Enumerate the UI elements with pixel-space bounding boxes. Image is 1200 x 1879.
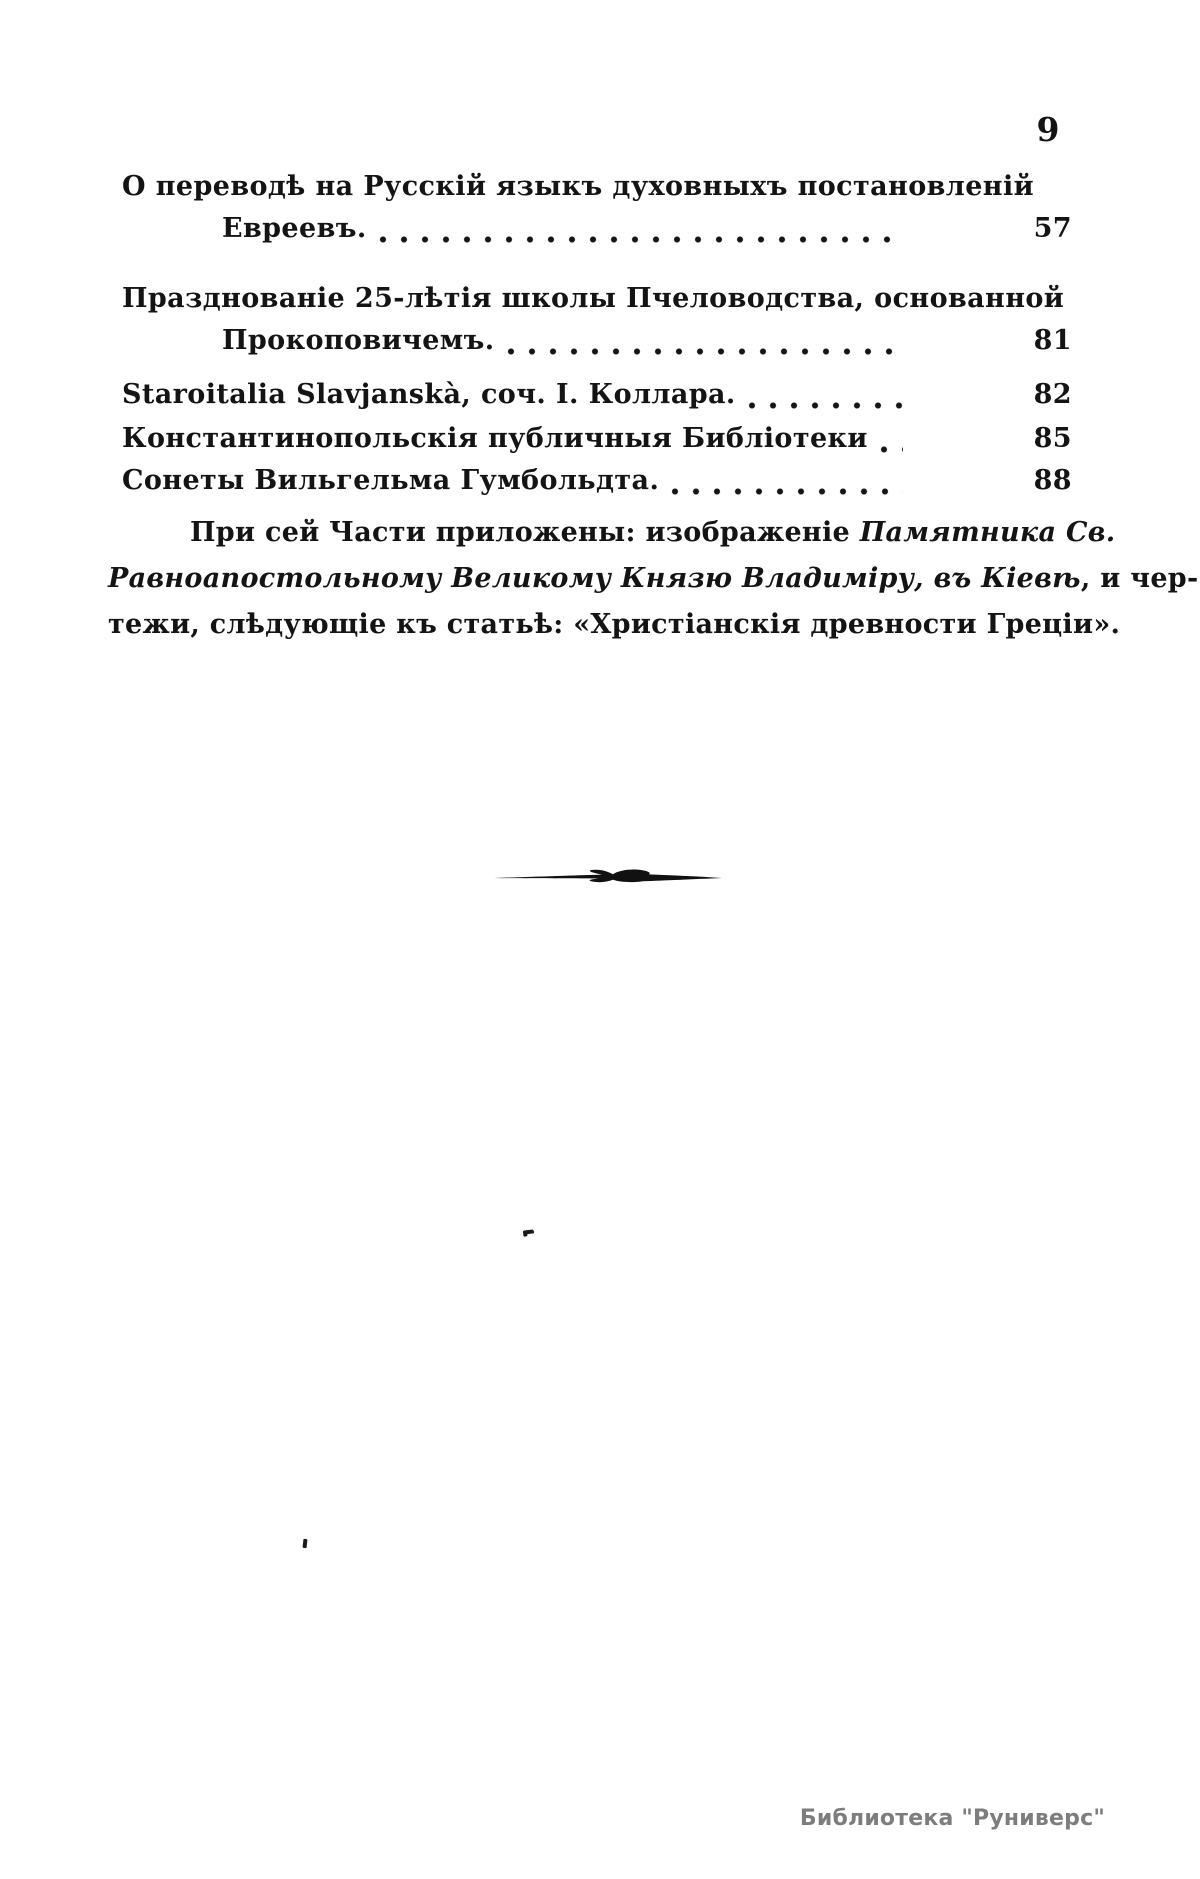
toc-entry-title: Празднованіе 25-лѣтія школы Пчеловодства, основанной	[122, 283, 1065, 314]
toc-entry-row	[122, 418, 1072, 460]
toc-entry-row	[122, 460, 1072, 502]
paragraph-text: тежи, слѣдующіе къ статьѣ: «Христіанскія древности Греціи».	[108, 609, 1121, 640]
toc-entry-continuation: Евреевъ.	[222, 213, 367, 244]
paragraph-line	[108, 602, 1121, 648]
dot-leader	[507, 347, 903, 356]
toc-entry-title: Сонеты Вильгельма Гумбольдта.	[122, 465, 660, 496]
paragraph-text-italic: Равноапостольному Великому Князю Владиміру, въ Кіевѣ	[108, 563, 1081, 594]
appendix-note-paragraph	[108, 510, 1199, 648]
toc-entry-row	[122, 208, 1072, 250]
toc-page-ref: 88	[1033, 465, 1072, 496]
toc-entry-title: Staroitalia Slavjanskà, соч. I. Коллара.	[122, 379, 736, 410]
scan-artifact-speck	[303, 1539, 308, 1548]
toc-entry-row	[122, 374, 1072, 416]
toc-entry-continuation: Прокоповичемъ.	[222, 325, 495, 356]
dot-leader	[379, 235, 903, 244]
paragraph-line	[108, 510, 1116, 556]
toc-page-ref: 82	[1033, 379, 1072, 410]
dot-leader	[748, 401, 903, 410]
toc-page-ref: 57	[1033, 213, 1072, 244]
library-watermark: Библиотека "Руниверс"	[799, 1806, 1105, 1831]
toc-entry-title: Константинопольскія публичныя Библіотеки	[122, 423, 868, 454]
paragraph-text: При сей Части приложены: изображеніе	[190, 517, 851, 548]
page-number: 9	[1036, 110, 1060, 149]
toc-entry-title: О переводѣ на Русскій языкъ духовныхъ постановленій	[122, 171, 1035, 202]
dot-leader	[880, 445, 903, 454]
dot-leader	[671, 487, 903, 496]
toc-entry-row	[122, 320, 1072, 362]
paragraph-text-italic: Памятника Св.	[859, 517, 1116, 548]
table-of-contents	[122, 166, 1072, 502]
scan-artifact-speck	[523, 1229, 534, 1234]
paragraph-line	[108, 556, 1199, 602]
paragraph-text: , и чер-	[1080, 563, 1199, 594]
toc-page-ref: 85	[1033, 423, 1072, 454]
ornamental-divider-rule	[492, 866, 724, 890]
toc-page-ref: 81	[1033, 325, 1072, 356]
